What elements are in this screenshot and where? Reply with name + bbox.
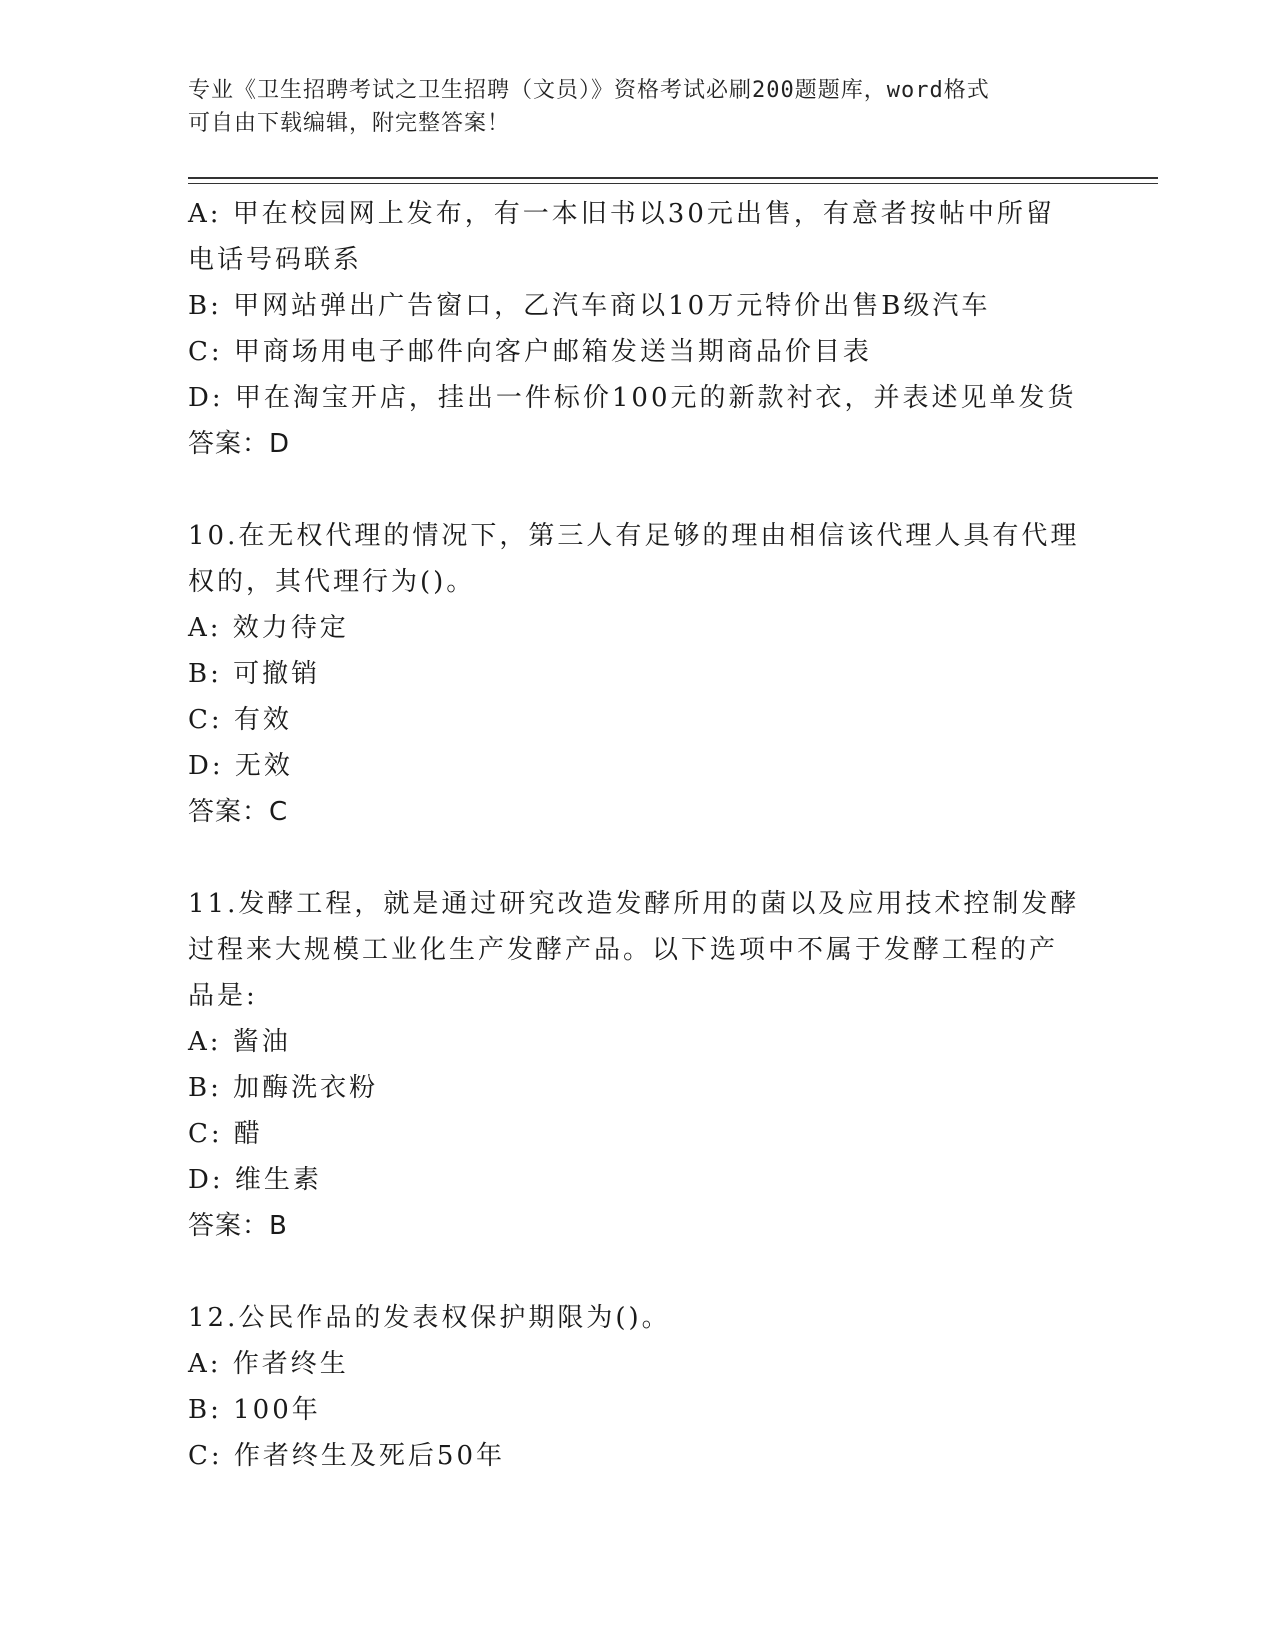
option-b: B: 100年 bbox=[188, 1395, 321, 1425]
question-stem-line-1: 10.在无权代理的情况下，第三人有足够的理由相信该代理人具有代理 bbox=[188, 521, 1080, 551]
option-b: B: 加酶洗衣粉 bbox=[188, 1073, 379, 1103]
question-12 bbox=[188, 1295, 1088, 1479]
answer: 答案：B bbox=[188, 1211, 288, 1241]
option-c: C: 甲商场用电子邮件向客户邮箱发送当期商品价目表 bbox=[188, 337, 872, 367]
option-a: A: 作者终生 bbox=[188, 1349, 349, 1379]
header-divider-thick bbox=[188, 177, 1158, 179]
option-c: C: 醋 bbox=[188, 1119, 263, 1149]
option-c: C: 有效 bbox=[188, 705, 292, 735]
question-stem-line-3: 品是: bbox=[188, 981, 258, 1011]
option-b: B: 可撤销 bbox=[188, 659, 321, 689]
header-title-line-1: 专业《卫生招聘考试之卫生招聘（文员）》资格考试必刷200题题库，word格式 bbox=[188, 78, 990, 103]
option-c: C: 作者终生及死后50年 bbox=[188, 1441, 506, 1471]
question-stem-line-1: 11.发酵工程，就是通过研究改造发酵所用的菌以及应用技术控制发酵 bbox=[188, 889, 1080, 919]
question-stem-line-2: 过程来大规模工业化生产发酵产品。以下选项中不属于发酵工程的产 bbox=[188, 935, 1059, 965]
question-stem-line-2: 权的，其代理行为()。 bbox=[188, 567, 476, 597]
question-list bbox=[188, 191, 1088, 1479]
question-spacer bbox=[188, 835, 1088, 881]
option-d: D: 维生素 bbox=[188, 1165, 322, 1195]
question-spacer bbox=[188, 467, 1088, 513]
option-d: D: 无效 bbox=[188, 751, 293, 781]
question-spacer bbox=[188, 1249, 1088, 1295]
answer: 答案：D bbox=[188, 429, 291, 459]
option-b: B: 甲网站弹出广告窗口，乙汽车商以10万元特价出售B级汽车 bbox=[188, 291, 991, 321]
option-a: A: 效力待定 bbox=[188, 613, 349, 643]
option-a-line-1: A: 甲在校园网上发布，有一本旧书以30元出售，有意者按帖中所留 bbox=[188, 199, 1055, 229]
question-11 bbox=[188, 881, 1088, 1249]
question-10 bbox=[188, 513, 1088, 835]
question-stem-line-1: 12.公民作品的发表权保护期限为()。 bbox=[188, 1303, 671, 1333]
answer: 答案：C bbox=[188, 797, 289, 827]
option-a-line-2: 电话号码联系 bbox=[188, 245, 363, 275]
question-9 bbox=[188, 191, 1088, 467]
document-header bbox=[188, 74, 1088, 140]
option-a: A: 酱油 bbox=[188, 1027, 291, 1057]
header-divider-thin bbox=[188, 183, 1158, 184]
header-title-line-2: 可自由下载编辑，附完整答案！ bbox=[188, 111, 511, 136]
option-d: D: 甲在淘宝开店，挂出一件标价100元的新款衬衣，并表述见单发货 bbox=[188, 383, 1077, 413]
